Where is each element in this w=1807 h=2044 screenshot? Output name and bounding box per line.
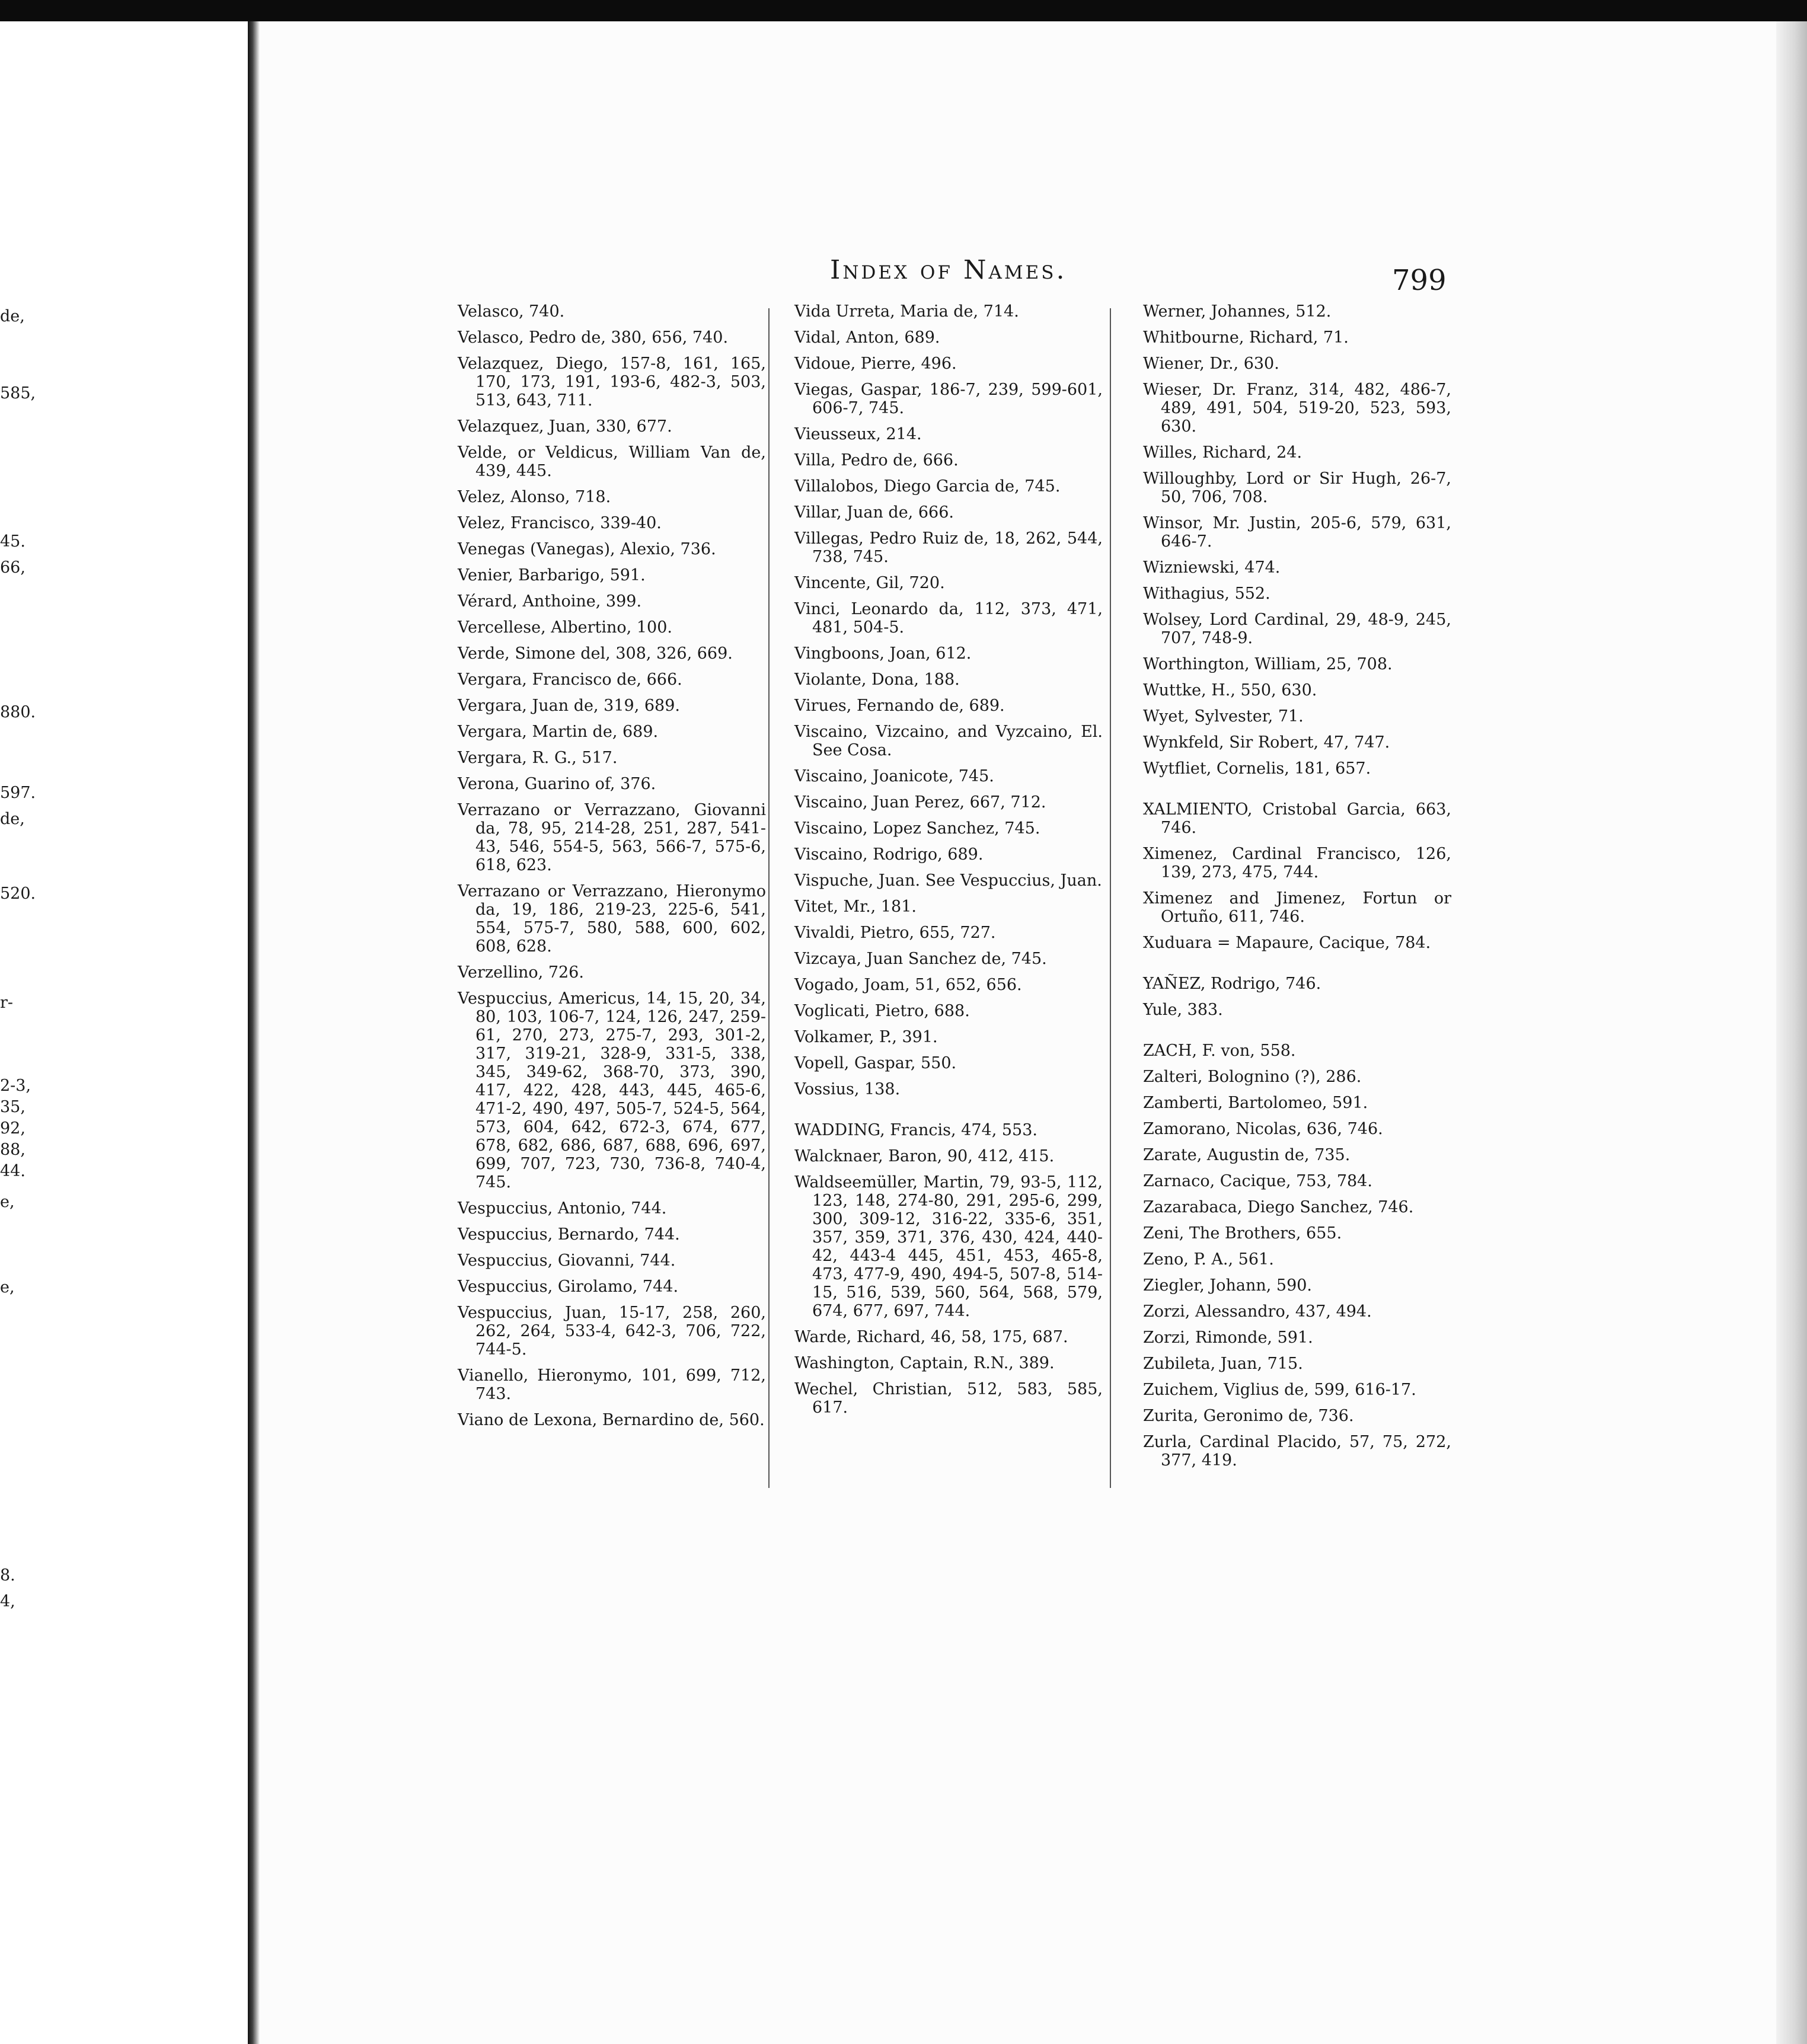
index-entry: Wizniewski, 474. bbox=[1143, 558, 1281, 577]
index-entry: Zeno, P. A., 561. bbox=[1143, 1250, 1274, 1269]
index-entry: Vizcaya, Juan Sanchez de, 745. bbox=[794, 950, 1047, 968]
index-entry: Ximenez, Cardinal Francisco, 126, 139, 273, 475, 744. bbox=[1143, 845, 1451, 882]
index-entry: Viscaino, Joanicote, 745. bbox=[794, 767, 994, 785]
index-entry: ZACH, F. von, 558. bbox=[1143, 1042, 1296, 1060]
index-entry: Zarate, Augustin de, 735. bbox=[1143, 1146, 1351, 1164]
index-entry: Wytfliet, Cornelis, 181, 657. bbox=[1143, 759, 1371, 778]
index-entry: Zorzi, Rimonde, 591. bbox=[1143, 1328, 1313, 1347]
index-entry: Vinci, Leonardo da, 112, 373, 471, 481, 504-5. bbox=[794, 600, 1103, 637]
facing-text-fragment: 2-3, bbox=[0, 1077, 31, 1095]
index-entry: Whitbourne, Richard, 71. bbox=[1143, 328, 1349, 347]
facing-text-fragment: 880. bbox=[0, 703, 36, 721]
facing-text-fragment: 4, bbox=[0, 1592, 15, 1611]
index-entry: Vincente, Gil, 720. bbox=[794, 574, 945, 592]
index-entry: Zurita, Geronimo de, 736. bbox=[1143, 1407, 1354, 1425]
facing-text-fragment: 597. bbox=[0, 784, 36, 802]
facing-text-fragment: 520. bbox=[0, 884, 36, 903]
book-spine-gutter bbox=[248, 21, 260, 2044]
index-entry: Verrazano or Verrazzano, Hieronymo da, 19, 186, 219-23, 225-6, 541, 554, 575-7, 580, 588, 600, 602, 608, 628. bbox=[458, 882, 766, 956]
scan-top-border bbox=[0, 0, 1807, 21]
facing-text-fragment: 88, bbox=[0, 1141, 25, 1159]
index-entry: Zazarabaca, Diego Sanchez, 746. bbox=[1143, 1198, 1414, 1216]
index-entry: Walcknaer, Baron, 90, 412, 415. bbox=[794, 1147, 1055, 1165]
index-entry: Vespuccius, Bernardo, 744. bbox=[458, 1225, 680, 1244]
index-entry: WADDING, Francis, 474, 553. bbox=[794, 1121, 1037, 1139]
index-entry: Vopell, Gaspar, 550. bbox=[794, 1054, 957, 1072]
page-number: 799 bbox=[1392, 264, 1447, 297]
index-entry: Villalobos, Diego Garcia de, 745. bbox=[794, 477, 1061, 496]
index-entry: Ziegler, Johann, 590. bbox=[1143, 1276, 1313, 1295]
facing-text-fragment: 35, bbox=[0, 1098, 25, 1116]
index-entry: Volkamer, P., 391. bbox=[794, 1028, 938, 1046]
index-entry: Viscaino, Rodrigo, 689. bbox=[794, 845, 984, 864]
index-entry: Wuttke, H., 550, 630. bbox=[1143, 681, 1317, 700]
index-entry: Verona, Guarino of, 376. bbox=[458, 775, 656, 793]
index-entry: Villegas, Pedro Ruiz de, 18, 262, 544, 738, 745. bbox=[794, 529, 1103, 566]
index-entry: Wolsey, Lord Cardinal, 29, 48-9, 245, 707, 748-9. bbox=[1143, 611, 1451, 647]
index-entry: Vidal, Anton, 689. bbox=[794, 328, 940, 347]
facing-text-fragment: e, bbox=[0, 1278, 15, 1296]
index-entry: Vianello, Hieronymo, 101, 699, 712, 743. bbox=[458, 1366, 766, 1403]
index-entry: Worthington, William, 25, 708. bbox=[1143, 655, 1393, 673]
index-entry: Vogado, Joam, 51, 652, 656. bbox=[794, 976, 1022, 994]
index-entry: Wieser, Dr. Franz, 314, 482, 486-7, 489, 491, 504, 519-20, 523, 593, 630. bbox=[1143, 381, 1451, 436]
index-entry: Vergara, R. G., 517. bbox=[458, 749, 618, 767]
index-entry: Velasco, Pedro de, 380, 656, 740. bbox=[458, 328, 729, 347]
index-entry: Vidoue, Pierre, 496. bbox=[794, 354, 957, 373]
index-entry: Vergara, Juan de, 319, 689. bbox=[458, 697, 680, 715]
index-entry: Vercellese, Albertino, 100. bbox=[458, 618, 672, 637]
facing-text-fragment: de, bbox=[0, 307, 25, 325]
index-entry: Ximenez and Jimenez, Fortun or Ortuño, 611, 746. bbox=[1143, 889, 1451, 926]
index-entry: Vergara, Martin de, 689. bbox=[458, 723, 659, 741]
index-entry: Vossius, 138. bbox=[794, 1080, 901, 1098]
index-entry: Vivaldi, Pietro, 655, 727. bbox=[794, 924, 996, 942]
index-entry: Virues, Fernando de, 689. bbox=[794, 697, 1005, 715]
facing-text-fragment: 585, bbox=[0, 384, 36, 403]
index-entry: Velasco, 740. bbox=[458, 302, 565, 321]
index-entry: Vergara, Francisco de, 666. bbox=[458, 670, 682, 689]
index-entry: Verrazano or Verrazzano, Giovanni da, 78, 95, 214-28, 251, 287, 541-43, 546, 554-5, 563, 566-7, 575-6, 618, 623. bbox=[458, 801, 766, 874]
index-entry: Yule, 383. bbox=[1143, 1001, 1223, 1019]
index-entry: Vespuccius, Americus, 14, 15, 20, 34, 80, 103, 106-7, 124, 126, 247, 259-61, 270, 273, 275-7, 293, 301-2, 317, 319-21, 328-9, 331-5, 338, 345, 349-62, 368-70, 373, 390, 417, 422, 428, 443, 445, 465-6, 471-2, 490, 497, 505-7, 524-5, 564, 573, 604, 642, 672-3, 674, 677, 678, 682, 686, 687, 688, 696, 697, 699, 707, 723, 730, 736-8, 740-4, 745. bbox=[458, 989, 766, 1192]
index-entry: Zorzi, Alessandro, 437, 494. bbox=[1143, 1302, 1372, 1321]
index-entry: Violante, Dona, 188. bbox=[794, 670, 960, 689]
index-entry: XALMIENTO, Cristobal Garcia, 663, 746. bbox=[1143, 800, 1451, 837]
index-entry: Vitet, Mr., 181. bbox=[794, 898, 917, 916]
facing-text-fragment: 66, bbox=[0, 558, 25, 577]
index-entry: Wyet, Sylvester, 71. bbox=[1143, 707, 1304, 726]
index-entry: Zarnaco, Cacique, 753, 784. bbox=[1143, 1172, 1372, 1190]
index-entry: Vingboons, Joan, 612. bbox=[794, 644, 972, 663]
index-entry: Zurla, Cardinal Placido, 57, 75, 272, 377, 419. bbox=[1143, 1433, 1451, 1470]
index-entry: Wechel, Christian, 512, 583, 585, 617. bbox=[794, 1380, 1103, 1417]
index-column-1 bbox=[458, 302, 766, 1437]
index-entry: Viegas, Gaspar, 186-7, 239, 599-601, 606-7, 745. bbox=[794, 381, 1103, 417]
index-entry: Venegas (Vanegas), Alexio, 736. bbox=[458, 540, 716, 558]
column-divider bbox=[768, 308, 770, 1488]
index-entry: Viscaino, Juan Perez, 667, 712. bbox=[794, 793, 1046, 812]
index-entry: Villar, Juan de, 666. bbox=[794, 503, 954, 522]
index-entry: Zeni, The Brothers, 655. bbox=[1143, 1224, 1342, 1243]
index-entry: Venier, Barbarigo, 591. bbox=[458, 566, 646, 585]
index-entry: Xuduara = Mapaure, Cacique, 784. bbox=[1143, 934, 1431, 952]
facing-text-fragment: e, bbox=[0, 1193, 15, 1211]
index-entry: Verde, Simone del, 308, 326, 669. bbox=[458, 644, 733, 663]
index-column-3 bbox=[1143, 302, 1451, 1477]
facing-text-fragment: 45. bbox=[0, 532, 25, 551]
index-entry: Wynkfeld, Sir Robert, 47, 747. bbox=[1143, 733, 1390, 752]
index-entry: Waldseemüller, Martin, 79, 93-5, 112, 123, 148, 274-80, 291, 295-6, 299, 300, 309-12, 316-22, 335-6, 351, 357, 359, 371, 376, 430, 424, 440-42, 443-4 445, 451, 453, 465-8, 473, 477-9, 490, 494-5, 507-8, 514-15, 516, 539, 560, 564, 568, 579, 674, 677, 697, 744. bbox=[794, 1173, 1103, 1320]
index-entry: Velez, Alonso, 718. bbox=[458, 488, 611, 506]
index-entry: Viscaino, Vizcaino, and Vyzcaino, El. See Cosa. bbox=[794, 723, 1103, 759]
index-entry: Willes, Richard, 24. bbox=[1143, 443, 1302, 462]
index-entry: Vespuccius, Girolamo, 744. bbox=[458, 1278, 679, 1296]
facing-page-fragment bbox=[0, 21, 248, 2044]
index-entry: Velazquez, Juan, 330, 677. bbox=[458, 417, 672, 436]
index-entry: Vespuccius, Juan, 15-17, 258, 260, 262, 264, 533-4, 642-3, 706, 722, 744-5. bbox=[458, 1304, 766, 1359]
facing-text-fragment: 8. bbox=[0, 1566, 15, 1585]
index-entry: Viscaino, Lopez Sanchez, 745. bbox=[794, 819, 1040, 838]
index-entry: Velde, or Veldicus, William Van de, 439, 445. bbox=[458, 443, 766, 480]
facing-text-fragment: r- bbox=[0, 994, 14, 1012]
index-entry: Willoughby, Lord or Sir Hugh, 26-7, 50, 706, 708. bbox=[1143, 470, 1451, 506]
index-entry: Vispuche, Juan. See Vespuccius, Juan. bbox=[794, 871, 1102, 890]
index-entry: Voglicati, Pietro, 688. bbox=[794, 1002, 970, 1020]
index-entry: YAÑEZ, Rodrigo, 746. bbox=[1143, 975, 1321, 993]
index-entry: Velazquez, Diego, 157-8, 161, 165, 170, 173, 191, 193-6, 482-3, 503, 513, 643, 711. bbox=[458, 354, 766, 410]
index-entry: Vespuccius, Antonio, 744. bbox=[458, 1199, 667, 1218]
facing-text-fragment: 44. bbox=[0, 1162, 25, 1180]
facing-text-fragment: de, bbox=[0, 810, 25, 828]
index-entry: Washington, Captain, R.N., 389. bbox=[794, 1354, 1055, 1372]
index-entry: Zamberti, Bartolomeo, 591. bbox=[1143, 1094, 1368, 1112]
index-entry: Vieusseux, 214. bbox=[794, 425, 922, 443]
index-entry: Withagius, 552. bbox=[1143, 585, 1270, 603]
index-entry: Warde, Richard, 46, 58, 175, 687. bbox=[794, 1328, 1068, 1346]
index-entry: Villa, Pedro de, 666. bbox=[794, 451, 959, 470]
index-entry: Zalteri, Bolognino (?), 286. bbox=[1143, 1068, 1362, 1086]
index-entry: Winsor, Mr. Justin, 205-6, 579, 631, 646-7. bbox=[1143, 514, 1451, 551]
facing-text-fragment: 92, bbox=[0, 1119, 25, 1138]
index-column-2 bbox=[794, 302, 1103, 1425]
page-edge-shadow bbox=[1776, 21, 1807, 2044]
index-entry: Vida Urreta, Maria de, 714. bbox=[794, 302, 1019, 321]
index-entry: Zubileta, Juan, 715. bbox=[1143, 1355, 1303, 1373]
index-entry: Wiener, Dr., 630. bbox=[1143, 354, 1279, 373]
index-entry: Velez, Francisco, 339-40. bbox=[458, 514, 662, 532]
page-title: Index of Names. bbox=[830, 255, 1067, 285]
index-entry: Vérard, Anthoine, 399. bbox=[458, 592, 642, 611]
index-entry: Zamorano, Nicolas, 636, 746. bbox=[1143, 1120, 1383, 1138]
index-entry: Vespuccius, Giovanni, 744. bbox=[458, 1251, 676, 1270]
index-entry: Viano de Lexona, Bernardino de, 560. bbox=[458, 1411, 765, 1429]
index-entry: Werner, Johannes, 512. bbox=[1143, 302, 1332, 321]
column-divider bbox=[1110, 308, 1111, 1488]
index-entry: Verzellino, 726. bbox=[458, 963, 584, 982]
index-entry: Zuichem, Viglius de, 599, 616-17. bbox=[1143, 1381, 1416, 1399]
